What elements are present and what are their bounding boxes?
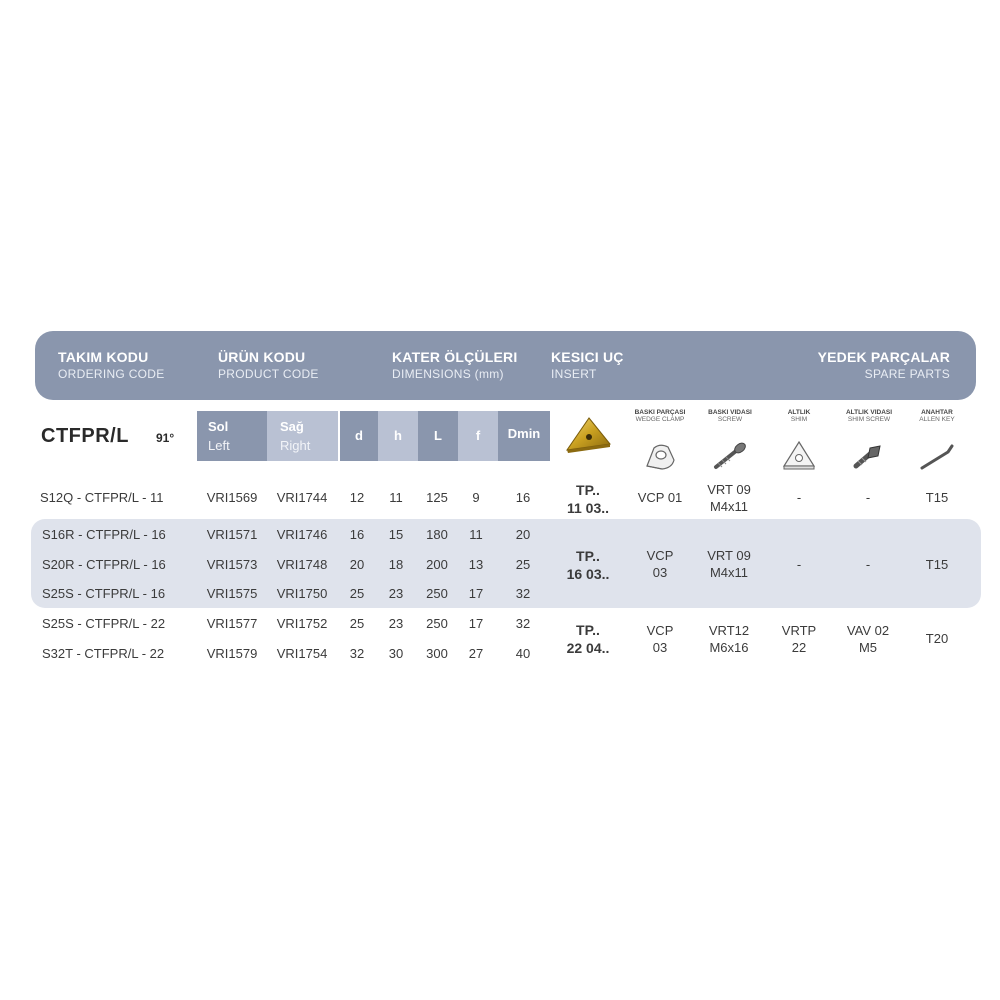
shim-cell — [782, 622, 816, 656]
f-cell: 9 — [472, 490, 480, 505]
table-header-bar — [35, 331, 976, 400]
dmin-cell: 32 — [515, 586, 531, 601]
right-code-cell: VRI1750 — [276, 586, 328, 601]
screw-line: M4x11 — [709, 499, 749, 514]
shim-screw-line: M5 — [858, 640, 878, 655]
f-cell: 13 — [468, 557, 484, 572]
spare-header-tr: ALTLIK VIDASI — [845, 409, 893, 416]
dimensions-subtitle: DIMENSIONS (mm) — [392, 367, 504, 381]
wedge-clamp-line: VCP — [646, 548, 674, 563]
col-d-header — [340, 411, 378, 461]
spare-header-en: SHIM — [790, 416, 808, 423]
insert-code-line: TP.. — [576, 482, 600, 498]
spare-header-tr: BASKI VIDASI — [708, 409, 752, 416]
d-cell: 25 — [349, 616, 365, 631]
L-cell: 250 — [426, 586, 448, 601]
wedge-clamp-cell — [647, 547, 674, 581]
left-code-cell: VRI1575 — [206, 586, 258, 601]
shim-screw-cell: - — [865, 557, 871, 572]
h-cell: 11 — [389, 490, 403, 505]
wedge-clamp-line: VCP — [646, 623, 674, 638]
ordering-code-cell: S32T - CTFPR/L - 22 — [42, 646, 165, 661]
spare-header-tr: ALTLIK — [787, 409, 811, 416]
product-code-subtitle: PRODUCT CODE — [218, 367, 319, 381]
ordering-code-cell: S25S - CTFPR/L - 16 — [42, 586, 166, 601]
d-cell: 32 — [349, 646, 365, 661]
h-cell: 23 — [388, 586, 404, 601]
shim-cell: - — [796, 557, 802, 572]
L-cell: 200 — [426, 557, 448, 572]
col-L-header — [418, 411, 458, 461]
spare-parts-title: YEDEK PARÇALAR — [817, 349, 950, 365]
insert-code-cell — [567, 621, 610, 657]
col-f-label: f — [475, 428, 481, 443]
dmin-cell: 40 — [515, 646, 531, 661]
col-right-tr: Sağ — [280, 419, 304, 434]
shim-icon — [780, 438, 818, 474]
screw-cell — [707, 481, 751, 515]
d-cell: 12 — [349, 490, 365, 505]
spare-header-wedge-clamp — [620, 409, 700, 423]
spare-header-en: ALLEN KEY — [919, 416, 955, 423]
approach-angle: 91° — [156, 431, 175, 445]
insert-code-line: 11 03.. — [566, 500, 610, 516]
allen-key-cell: T15 — [925, 490, 949, 505]
wedge-clamp-line: 03 — [652, 565, 668, 580]
h-cell: 23 — [388, 616, 404, 631]
col-h-label: h — [394, 428, 402, 443]
insert-code-line: TP.. — [576, 622, 600, 638]
insert-code-line: 22 04.. — [566, 640, 610, 656]
spare-header-shim — [759, 409, 839, 423]
insert-subtitle: INSERT — [551, 367, 597, 381]
insert-icon — [563, 414, 613, 456]
allen-key-cell: T20 — [925, 631, 949, 646]
f-cell: 27 — [468, 646, 484, 661]
left-code-cell: VRI1573 — [206, 557, 258, 572]
col-dmin-label: Dmin — [507, 426, 541, 441]
shim-line: VRTP — [781, 623, 817, 638]
col-dmin-header — [498, 411, 550, 461]
left-code-cell: VRI1571 — [206, 527, 258, 542]
right-code-cell: VRI1748 — [276, 557, 328, 572]
tool-family-name: CTFPR/L — [41, 425, 129, 447]
spare-header-tr: BASKI PARÇASI — [634, 409, 686, 416]
group-highlight-band — [31, 519, 981, 608]
left-code-cell: VRI1579 — [206, 646, 258, 661]
insert-code-cell — [567, 481, 609, 517]
right-code-cell: VRI1744 — [276, 490, 328, 505]
col-L-label: L — [434, 428, 442, 443]
d-cell: 20 — [349, 557, 365, 572]
spare-header-allen-key — [897, 409, 977, 423]
screw-cell — [709, 622, 749, 656]
col-h-header — [378, 411, 418, 461]
L-cell: 125 — [426, 490, 448, 505]
L-cell: 300 — [426, 646, 448, 661]
screw-line: M6x16 — [709, 640, 749, 655]
dimensions-title: KATER ÖLÇÜLERI — [392, 349, 518, 365]
dmin-cell: 32 — [515, 616, 531, 631]
spare-header-en: WEDGE CLAMP — [635, 416, 685, 423]
ordering-code-title: TAKIM KODU — [58, 349, 149, 365]
right-code-cell: VRI1746 — [276, 527, 328, 542]
f-cell: 17 — [468, 586, 484, 601]
insert-code-line: 16 03.. — [566, 566, 610, 582]
d-cell: 25 — [349, 586, 365, 601]
right-code-cell: VRI1752 — [276, 616, 328, 631]
screw-line: VRT 09 — [707, 482, 751, 497]
insert-code-line: TP.. — [576, 548, 600, 564]
shim-line: 22 — [791, 640, 807, 655]
ordering-code-cell: S20R - CTFPR/L - 16 — [42, 557, 166, 572]
col-left-tr: Sol — [208, 419, 229, 434]
left-code-cell: VRI1577 — [206, 616, 258, 631]
f-cell: 11 — [469, 527, 483, 542]
h-cell: 15 — [388, 527, 404, 542]
h-cell: 18 — [388, 557, 404, 572]
wedge-clamp-cell: VCP 01 — [637, 490, 683, 505]
insert-code-cell — [567, 547, 610, 583]
dmin-cell: 25 — [515, 557, 531, 572]
ordering-code-cell: S25S - CTFPR/L - 22 — [42, 616, 166, 631]
col-right-en: Right — [280, 438, 311, 453]
allen-key-cell: T15 — [925, 557, 949, 572]
screw-line: VRT 09 — [707, 548, 751, 563]
dmin-cell: 16 — [515, 490, 531, 505]
wedge-clamp-line: 03 — [652, 640, 668, 655]
shim-screw-icon — [850, 440, 886, 472]
spare-parts-subtitle: SPARE PARTS — [864, 367, 950, 381]
insert-title: KESICI UÇ — [551, 349, 624, 365]
wedge-clamp-icon — [642, 438, 678, 474]
dmin-cell: 20 — [515, 527, 531, 542]
col-left-header — [197, 411, 267, 461]
allen-key-icon — [918, 440, 958, 472]
screw-cell — [707, 547, 751, 581]
col-f-header — [458, 411, 498, 461]
ordering-code-subtitle: ORDERING CODE — [58, 367, 165, 381]
h-cell: 30 — [388, 646, 404, 661]
ordering-code-cell: S12Q - CTFPR/L - 11 — [40, 490, 164, 505]
wedge-clamp-cell — [647, 622, 674, 656]
left-code-cell: VRI1569 — [206, 490, 258, 505]
ordering-code-cell: S16R - CTFPR/L - 16 — [42, 527, 166, 542]
spare-header-en: SHIM SCREW — [847, 416, 891, 423]
screw-line: VRT12 — [708, 623, 750, 638]
shim-screw-cell — [847, 622, 889, 656]
screw-line: M4x11 — [709, 565, 749, 580]
col-left-en: Left — [208, 438, 230, 453]
d-cell: 16 — [349, 527, 365, 542]
spare-header-tr: ANAHTAR — [921, 409, 953, 416]
spare-header-screw — [690, 409, 770, 423]
screw-icon — [710, 439, 750, 473]
L-cell: 180 — [426, 527, 448, 542]
spare-header-en: SCREW — [717, 416, 743, 423]
col-d-label: d — [355, 428, 363, 443]
product-code-title: ÜRÜN KODU — [218, 349, 306, 365]
shim-screw-cell: - — [865, 490, 871, 505]
right-code-cell: VRI1754 — [276, 646, 328, 661]
col-right-header — [267, 411, 338, 461]
shim-screw-line: VAV 02 — [846, 623, 890, 638]
shim-cell: - — [796, 490, 802, 505]
L-cell: 250 — [426, 616, 448, 631]
f-cell: 17 — [468, 616, 484, 631]
